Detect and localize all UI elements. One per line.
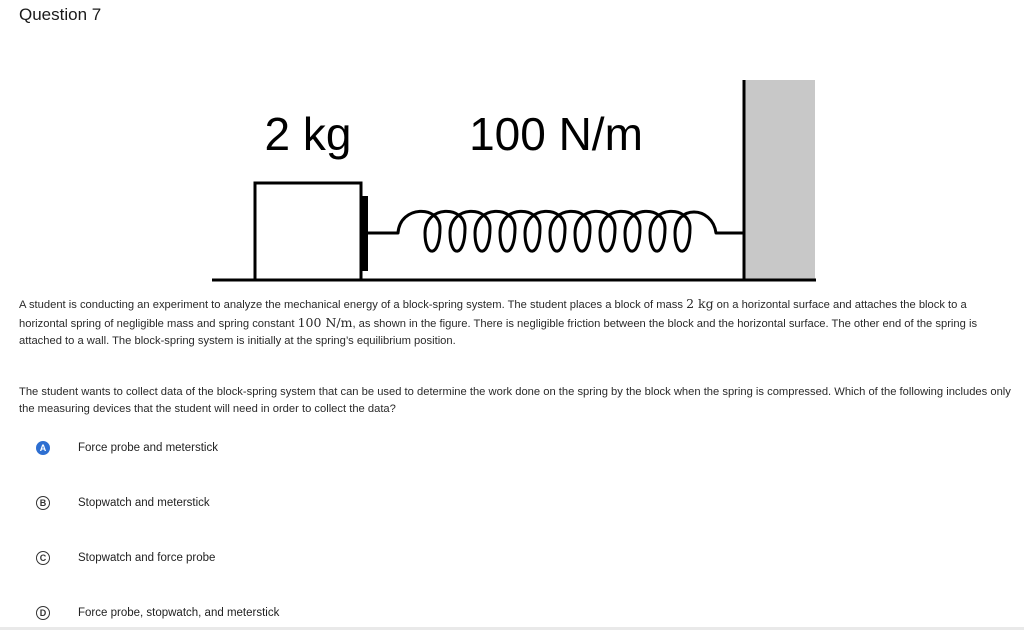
- spring-coil: [368, 211, 744, 251]
- question-stem-paragraph-1: [19, 295, 1014, 350]
- answer-choice-c[interactable]: [36, 548, 216, 568]
- answer-choice-b[interactable]: [36, 493, 210, 513]
- stem-text: , as shown in the figure. There is negligible friction between the block and the horizontal surface. The other end of the spring is attached to a wall. The block-spring system is initially at the spring’s equilibrium position.: [19, 318, 978, 347]
- mass-value: 2 kg: [686, 296, 714, 311]
- choice-d-badge[interactable]: D: [36, 606, 50, 620]
- wall: [745, 80, 815, 280]
- choice-a-label: Force probe and meterstick: [78, 442, 218, 454]
- question-stem-paragraph-2: The student wants to collect data of the block-spring system that can be used to determine the work done on the spring by the block when the spring is compressed. Which of the following includes only the measuring devices that the student will need in order to collect the data?: [19, 386, 1011, 415]
- stem-text: A student is conducting an experiment to analyze the mechanical energy of a block-spring system. The student places a block of mass: [19, 299, 687, 311]
- spring-attachment-plate: [361, 196, 368, 271]
- block: [255, 183, 361, 280]
- block-spring-figure: [0, 0, 1024, 300]
- question-title: Question 7: [19, 5, 102, 24]
- choice-b-badge[interactable]: B: [36, 496, 50, 510]
- stem-text: on a horizontal surface and attaches the block to a horizontal spring of negligible mass and spring constant: [19, 299, 967, 330]
- choice-c-label: Stopwatch and force probe: [78, 552, 216, 564]
- choice-a-badge[interactable]: A: [36, 441, 50, 455]
- choice-d-label: Force probe, stopwatch, and meterstick: [78, 607, 280, 619]
- choice-b-label: Stopwatch and meterstick: [78, 497, 210, 509]
- mass-label: 2 kg: [264, 108, 352, 160]
- spring-constant-value: 100 N/m: [297, 315, 353, 330]
- choice-c-badge[interactable]: C: [36, 551, 50, 565]
- answer-choice-d[interactable]: [36, 603, 280, 623]
- answer-choice-a[interactable]: [36, 438, 218, 458]
- spring-constant-label: 100 N/m: [469, 108, 643, 160]
